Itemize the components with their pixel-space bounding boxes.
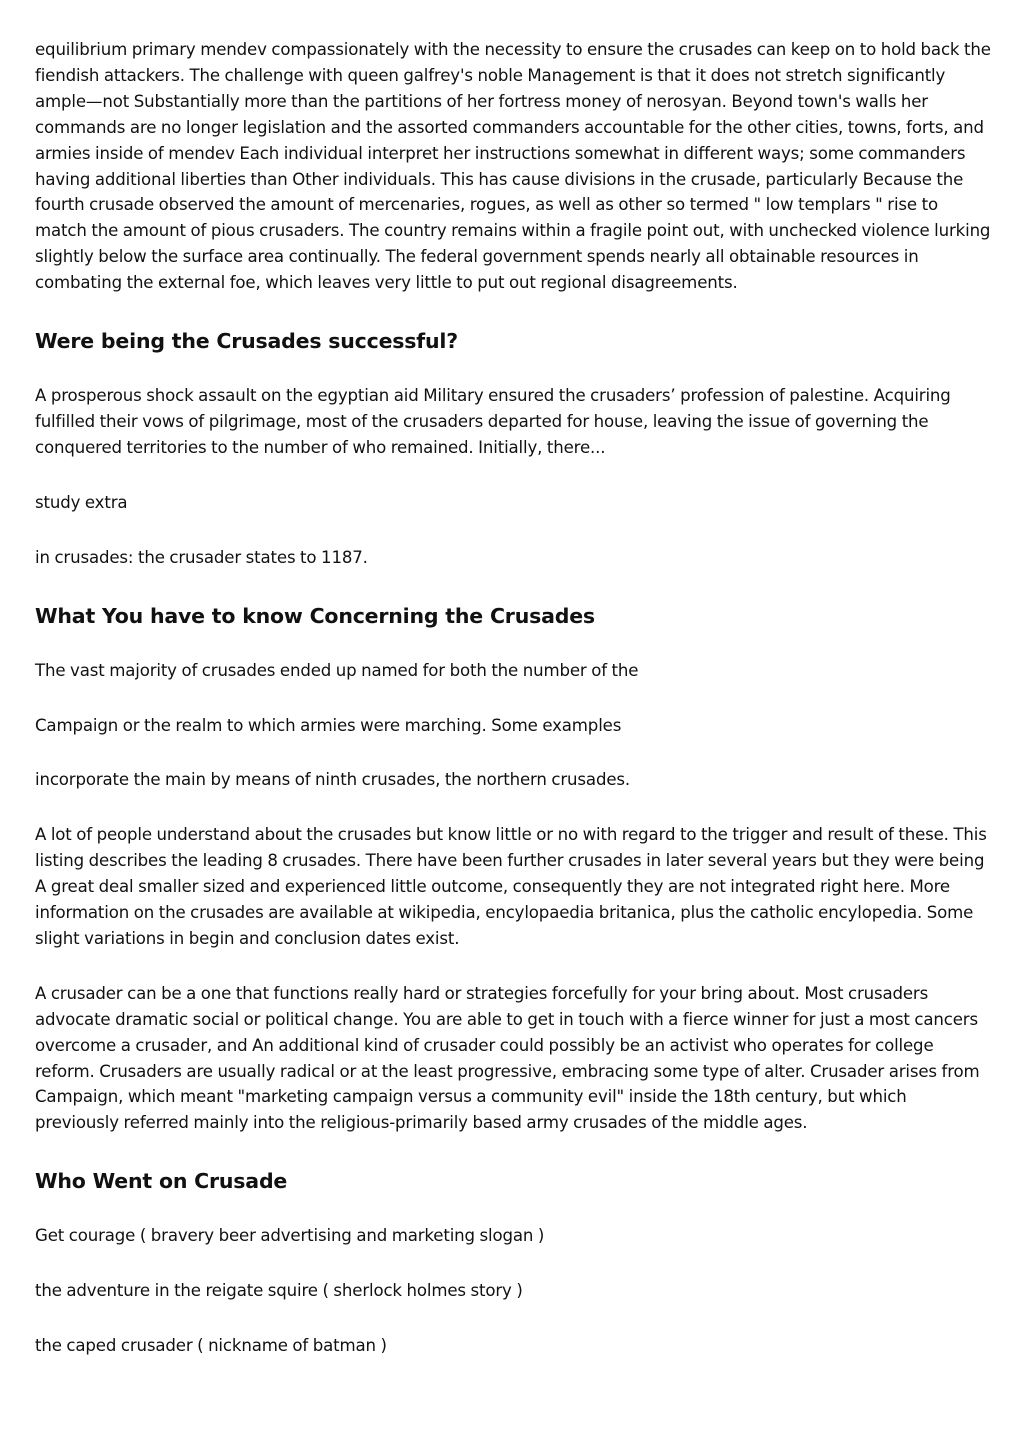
paragraph-caped-crusader: the caped crusader ( nickname of batman ) bbox=[35, 1336, 387, 1356]
paragraph-shock-assault: A prosperous shock assault on the egyptian aid Military ensured the crusaders’ profession of palestine. Acquiring fulfilled their vows of pilgrimage, most of the crusaders departed for house, leaving the issue of governing the conquered territories to the number of who remained. Initially, there... bbox=[35, 386, 951, 457]
paragraph-mendev: equilibrium primary mendev compassionately with the necessity to ensure the crusades can keep on to hold back the fiendish attackers. The challenge with queen galfrey's noble Management is that it does not stretch significantly ample—not Substantially more than the partitions of her fortress money of nerosyan. Beyond town's walls her commands are no longer legislation and the assorted commanders accountable for the other cities, towns, forts, and armies inside of mendev Each individual interpret her instructions somewhat in different ways; some commanders having additional liberties than Other individuals. This has cause divisions in the crusade, particularly Because the fourth crusade observed the amount of mercenaries, rogues, as well as other so termed " low templars " rise to match the amount of pious crusaders. The country remains within a fragile point out, with unchecked violence lurking slightly below the surface area continually. The federal government spends nearly all obtainable resources in combating the external foe, which leaves very little to put out regional disagreements. bbox=[35, 40, 991, 293]
document-body bbox=[35, 37, 991, 1359]
paragraph-crusader-definition: A crusader can be a one that functions really hard or strategies forcefully for your bring about. Most crusaders advocate dramatic social or political change. You are able to get in touch with a fierce winner for just a most cancers overcome a crusader, and An additional kind of crusader could possibly be an activist who operates for college reform. Crusaders are usually radical or at the least progressive, embracing some type of alter. Crusader arises from Campaign, which meant "marketing campaign versus a community evil" inside the 18th century, but which previously referred mainly into the religious-primarily based army crusades of the middle ages. bbox=[35, 983, 980, 1133]
paragraph-campaign-realm: Campaign or the realm to which armies were marching. Some examples bbox=[35, 715, 622, 735]
heading-who-went: Who Went on Crusade bbox=[35, 1169, 288, 1194]
heading-crusades-successful: Were being the Crusades successful? bbox=[35, 329, 458, 354]
paragraph-reigate-squire: the adventure in the reigate squire ( sherlock holmes story ) bbox=[35, 1281, 523, 1301]
paragraph-eight-crusades: A lot of people understand about the crusades but know little or no with regard to the trigger and result of these. This listing describes the leading 8 crusades. There have been further crusades in later several years but they were being A great deal smaller sized and experienced little outcome, consequently they are not integrated right here. More information on the crusades are available at wikipedia, encylopaedia britanica, plus the catholic encylopedia. Some slight variations in begin and conclusion dates exist. bbox=[35, 825, 987, 948]
paragraph-crusader-states: in crusades: the crusader states to 1187. bbox=[35, 547, 368, 567]
paragraph-incorporate: incorporate the main by means of ninth crusades, the northern crusades. bbox=[35, 770, 631, 790]
paragraph-study-extra: study extra bbox=[35, 492, 128, 512]
paragraph-get-courage: Get courage ( bravery beer advertising and marketing slogan ) bbox=[35, 1226, 545, 1246]
paragraph-named-for: The vast majority of crusades ended up named for both the number of the bbox=[35, 660, 639, 680]
heading-what-to-know: What You have to know Concerning the Crusades bbox=[35, 603, 595, 628]
